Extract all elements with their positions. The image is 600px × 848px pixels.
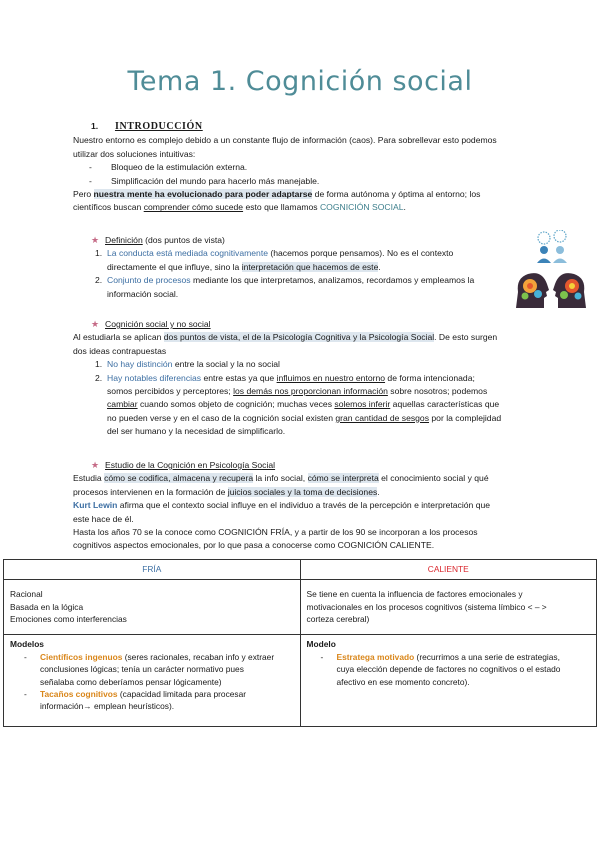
cognicion-heading: Cognición social y no social [105,319,211,329]
caliente-models-label: Modelo [306,639,336,650]
fria-models-label: Modelos [10,639,44,650]
table-row: Modelos - Científicos ingenuos (seres racionales, recaban info y extraer conclusiones lógicas; tenía un carácter normativo pues señalaba como deberíamos pensar lógicamente) - Tacaños cognitivos (capacidad limitada para procesar información→ emplean heurísticos). Modelo - Estratega motivado (recurrimos a una serie de estrategias, cuya elección depende de factores no cognitivos o el estado afectivo en ese momento concreto). [4,635,597,727]
list-item: - Tacaños cognitivos (capacidad limitada para procesar [24,689,247,700]
list-item: - Estratega motivado (recurrimos a una serie de estrategias, [320,651,560,662]
estudio-heading: Estudio de la Cognición en Psicología Social [105,460,276,470]
intro-paragraph-line: Pero nuestra mente ha evolucionado para poder adaptarse de forma autónoma y óptima al entorno; los [73,189,481,200]
head-gears-icon [516,273,586,308]
intro-section [73,120,543,215]
estudio-section: ★ Estudio de la Cognición en Psicología Social Estudia cómo se codifica, almacena y recupera la info social, cómo se interpreta el conocimiento social y qué procesos intervienen en la formación de juicios sociales y la toma de decisiones. Kurt Lewin afirma que el contexto social influye en el individuo a través de la percepción e interpretación que este hace de él. Hasta los años 70 se la conoce como COGNICIÓN FRÍA, y a partir de los 90 se incorporan a los procesos cognitivos aspectos emocionales, por lo que pasa a conocerse como COGNICIÓN CALIENTE. [73,460,491,551]
fria-caliente-table [3,559,597,727]
star-icon: ★ [91,235,100,245]
list-item: 1. La conducta está mediada cognitivamente (hacemos porque pensamos). No es el contexto [95,248,454,259]
table-header-row [4,560,597,580]
list-item: 2. Hay notables diferencias entre estas ya que influimos en nuestro entorno de forma intencionada; [95,372,475,383]
list-item: - Simplificación del mundo para hacerlo más manejable. [89,175,320,186]
list-item: 1. No hay distinción entre la social y la no social [95,359,280,370]
table-row: Racional Basada en la lógica Emociones como interferencias Se tiene en cuenta la influencia de factores emocionales y motivacionales en los procesos cognitivos (sistema límbico < – > corteza cerebral) [4,580,597,635]
star-icon: ★ [91,319,100,329]
section-number: 1. [91,121,99,131]
list-item: - Bloqueo de la estimulación externa. [89,162,248,173]
intro-paragraph-line: Nuestro entorno es complejo debido a un constante flujo de información (caos). Para sobrellevar esto podemos [73,135,497,146]
page-title: Tema 1. Cognición social [127,66,473,97]
intro-heading: INTRODUCCIÓN [114,121,203,132]
list-item: 2. Conjunto de procesos mediante los que interpretamos, analizamos, recordamos y empleamos la [95,275,475,286]
list-item: - Científicos ingenuos (seres racionales, recaban info y extraer [24,651,275,662]
definicion-heading: Definición [105,235,143,245]
people-talking-icon [537,230,567,263]
intro-paragraph-line: científicos buscan comprender cómo sucede esto que llamamos COGNICIÓN SOCIAL. [73,202,406,213]
col-header-caliente: CALIENTE [427,564,469,574]
brain-heads-illustration [514,230,588,310]
intro-paragraph-line: utilizar dos soluciones intuitivas: [73,148,196,159]
col-header-fria: FRÍA [142,564,162,574]
cognicion-section: ★ Cognición social y no social Al estudiarla se aplican dos puntos de vista, el de la Psicología Cognitiva y la Psicología Social. De esto surgen dos ideas contrapuestas 1. No hay distinción entre la social y la no social 2. Hay notables diferencias entre estas ya que influimos en nuestro entorno de forma intencionada; somos percibidos y perceptores; los demás nos proporcionan información sobre nosotros; podemos cambiar cuando somos objeto de cognición; muchas veces solemos inferir aquellas características que no pueden verse y en el caso de la cognición social existen gran cantidad de sesgos por la complejidad del ser humano y la necesidad de simplificarlo. [73,318,543,439]
star-icon: ★ [91,460,100,470]
definicion-section: ★ Definición (dos puntos de vista) 1. La conducta está mediada cognitivamente (hacemos porque pensamos). No es el contexto directamente el que influye, sino la interpretación que hacemos de este. 2. Conjunto de procesos mediante los que interpretamos, analizamos, recordamos y empleamos la información social. [73,234,513,301]
